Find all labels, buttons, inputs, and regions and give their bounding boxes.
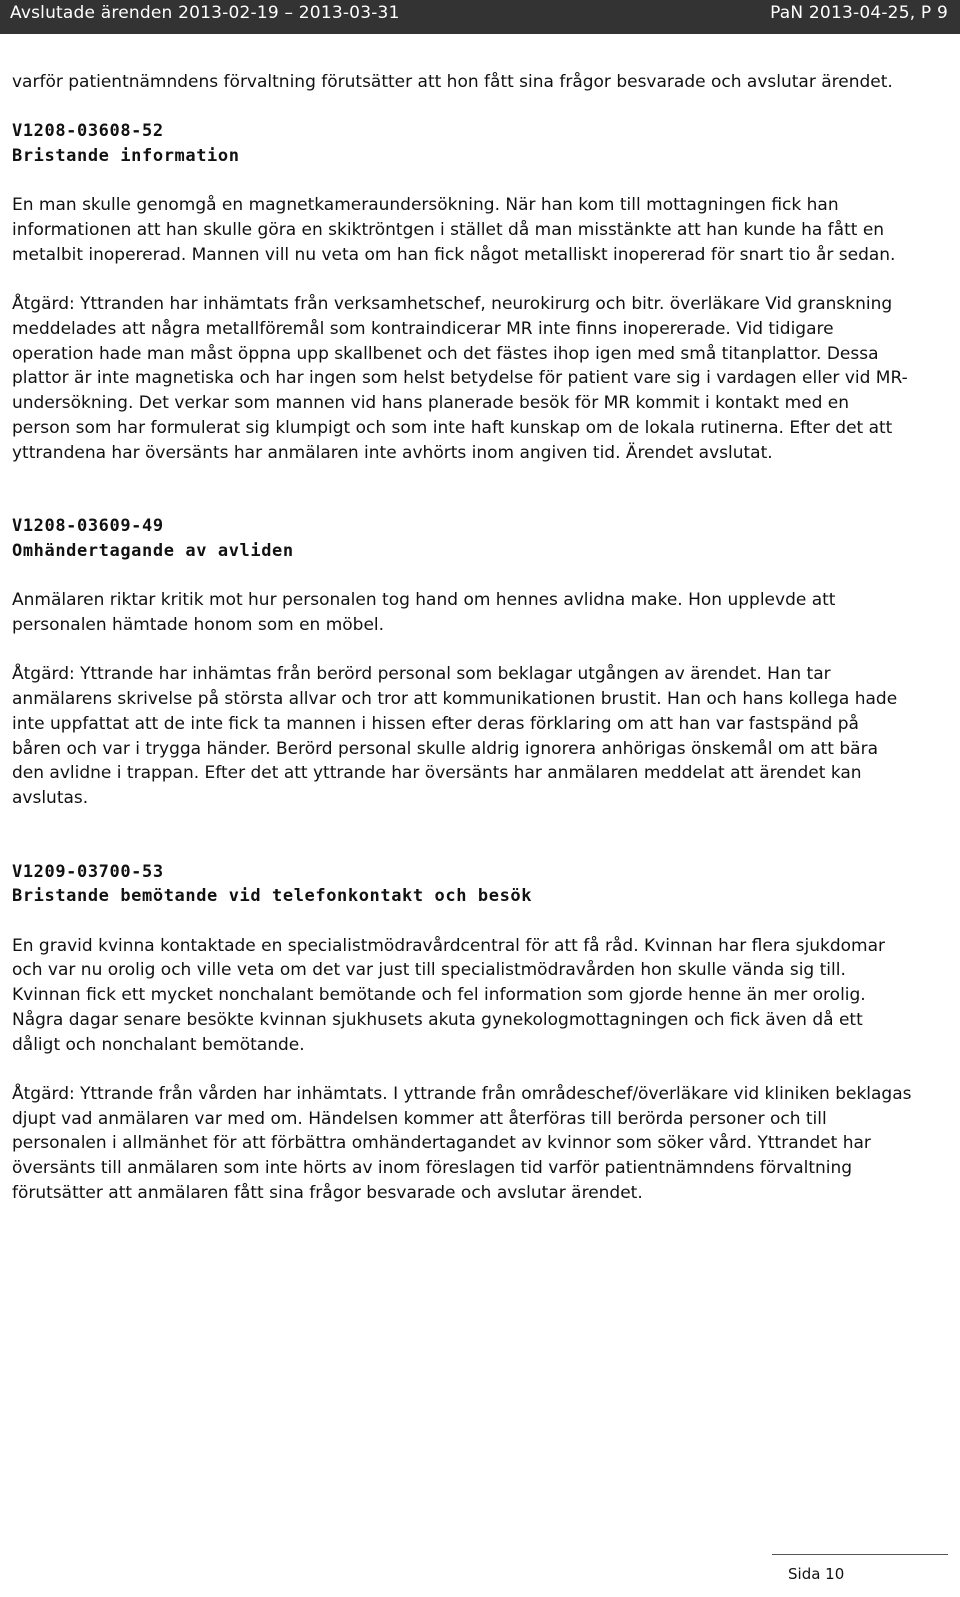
footer-divider	[772, 1554, 948, 1555]
page-number: Sida 10	[788, 1565, 845, 1583]
header-title: Avslutade ärenden 2013-02-19 – 2013-03-31	[10, 3, 400, 23]
spacer	[12, 268, 912, 293]
case-action: Åtgärd: Yttrande från vården har inhämtats. I yttrande från områdeschef/överläkare vid kliniken beklagas djupt vad anmälaren var med om. Händelsen kommer att återföras till berörda personer och till personalen i allmänhet för att förbättra omhändertagandet av kvinnor som söker vård. Yttrandet har översänts till anmälaren som inte hörts av inom föreslagen tid varför patientnämndens förvaltning förutsätter att anmälaren fått sina frågor besvarade och avslutar ärendet.	[12, 1083, 912, 1203]
case-section	[12, 860, 912, 1206]
case-id: V1209-03700-53	[12, 861, 164, 882]
spacer	[12, 1057, 912, 1082]
case-description: Anmälaren riktar kritik mot hur personalen tog hand om hennes avlidna make. Hon upplevde att personalen hämtade honom som en möbel.	[12, 590, 836, 635]
page-footer	[0, 1554, 960, 1597]
document-body	[12, 70, 912, 1205]
header-reference: PaN 2013-04-25, P 9	[770, 3, 948, 23]
case-id: V1208-03609-49	[12, 516, 164, 537]
spacer	[12, 465, 912, 514]
intro-paragraph: varför patientnämndens förvaltning förutsätter att hon fått sina frågor besvarade och avslutar ärendet.	[12, 72, 893, 92]
case-action: Åtgärd: Yttrande har inhämtas från berörd personal som beklagar utgången av ärendet. Han tar anmälarens skrivelse på största allvar och tror att kommunikationen brustit. Han och hans kollega hade inte uppfattat att de inte fick ta mannen i hissen efter deras förklaring om att han var fastspänd på båren och var i trygga händer. Berörd personal skulle aldrig ignorera anhörigas önskemål om att bära den avlidne i trappan. Efter det att yttrande har översänts har anmälaren meddelat att ärendet kan avslutas.	[12, 664, 898, 808]
spacer	[12, 638, 912, 663]
spacer	[12, 909, 912, 934]
spacer	[12, 564, 912, 589]
case-description: En gravid kvinna kontaktade en specialistmödravårdcentral för att få råd. Kvinnan har flera sjukdomar och var nu orolig och ville veta om det var just till specialistmödravården hon skulle vända sig till. Kvinnan fick ett mycket nonchalant bemötande och fel information som gjorde henne än mer orolig. Några dagar senare besökte kvinnan sjukhusets akuta gynekologmottagningen och fick även då ett dåligt och nonchalant bemötande.	[12, 935, 886, 1055]
spacer	[12, 169, 912, 194]
case-section	[12, 514, 912, 810]
case-description: En man skulle genomgå en magnetkameraundersökning. När han kom till mottagningen fick han informationen att han skulle göra en skiktröntgen i stället då man misstänkte att han kunde ha fått en metalbit inopererad. Mannen vill nu veta om han fick något metalliskt inopererad för snart tio år sedan.	[12, 195, 896, 265]
case-section	[12, 119, 912, 465]
case-title: Bristande information	[12, 146, 240, 167]
spacer	[12, 95, 912, 120]
page-header	[0, 0, 960, 34]
case-title: Omhändertagande av avliden	[12, 540, 294, 561]
case-title: Bristande bemötande vid telefonkontakt och besök	[12, 886, 533, 907]
spacer	[12, 811, 912, 860]
case-action: Åtgärd: Yttranden har inhämtats från verksamhetschef, neurokirurg och bitr. överläkare Vid granskning meddelades att några metallföremål som kontraindicerar MR inte finns inopererade. Vid tidigare operation hade man måst öppna upp skallbenet och det fästes ihop igen med små titanplattor. Dessa plattor är inte magnetiska och har ingen som helst betydelse för patient vare sig i vardagen eller vid MR-undersökning. Det verkar som mannen vid hans planerade besök för MR kommit i kontakt med en person som har formulerat sig klumpigt och som inte haft kunskap om de lokala rutinerna. Efter det att yttrandena har översänts har anmälaren inte avhörts inom angiven tid. Ärendet avslutat.	[12, 294, 908, 463]
case-id: V1208-03608-52	[12, 121, 164, 142]
